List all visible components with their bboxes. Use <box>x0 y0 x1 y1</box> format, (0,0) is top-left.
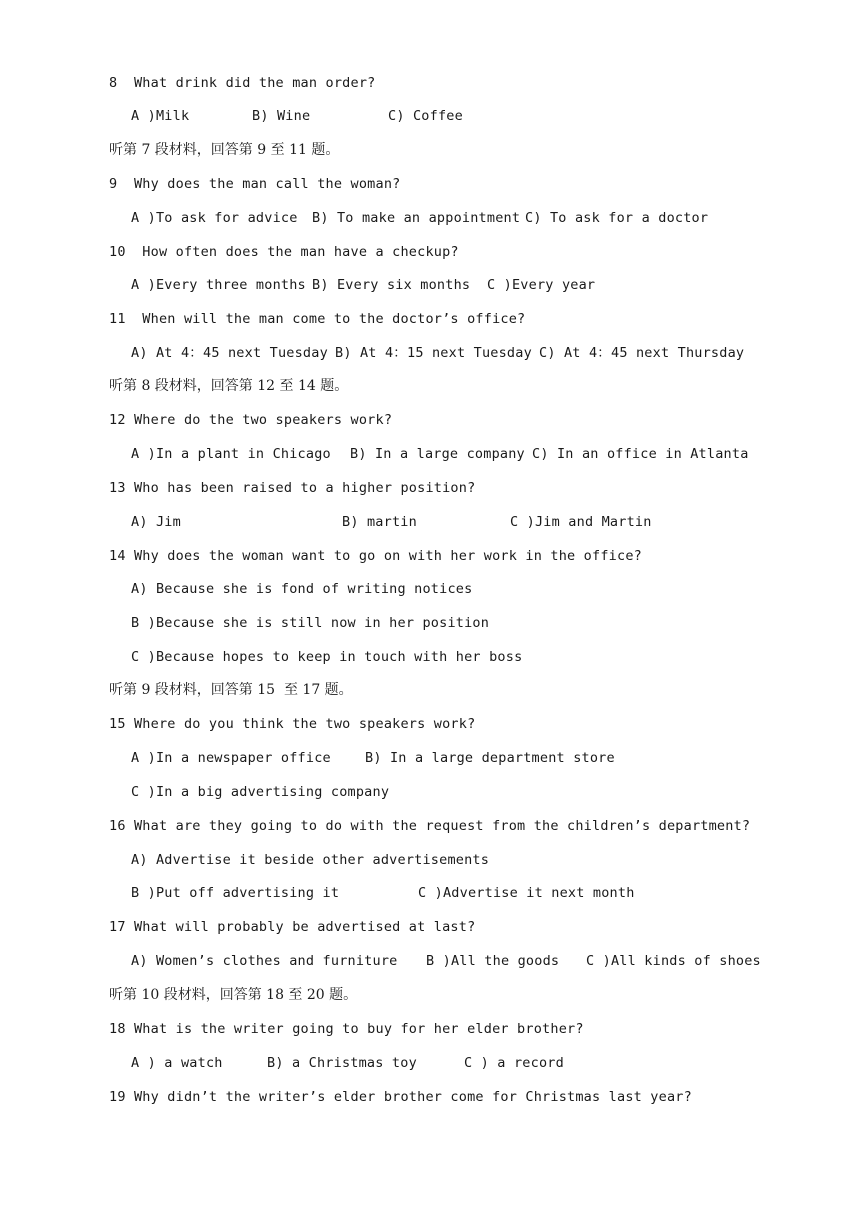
question-line: 16 What are they going to do with the request from the children’s department? <box>109 818 751 834</box>
answer-option: B) To make an appointment <box>312 210 521 226</box>
question-line: 17 What will probably be advertised at last? <box>109 919 476 935</box>
section-heading: 听第 10 段材料，回答第 18 至 20 题。 <box>109 987 358 1003</box>
question-line: 12 Where do the two speakers work? <box>109 412 393 428</box>
question-line: 18 What is the writer going to buy for her elder brother? <box>109 1021 584 1037</box>
section-heading: 听第 7 段材料，回答第 9 至 11 题。 <box>109 142 340 158</box>
answer-option: A )In a newspaper office <box>131 750 331 766</box>
answer-option: A ) a watch <box>131 1055 223 1071</box>
answer-option: B) At 4：15 next Tuesday <box>335 345 532 361</box>
question-line: 9 Why does the man call the woman? <box>109 176 401 192</box>
answer-option: B) Wine <box>252 108 311 124</box>
section-heading: 听第 8 段材料，回答第 12 至 14 题。 <box>109 378 349 394</box>
answer-option: A) Jim <box>131 514 181 530</box>
answer-option: C) At 4：45 next Thursday <box>539 345 745 361</box>
answer-option: A) At 4：45 next Tuesday <box>131 345 328 361</box>
question-line: 15 Where do you think the two speakers work? <box>109 716 476 732</box>
answer-option: B) In a large company <box>350 446 525 462</box>
answer-option: B )Put off advertising it <box>131 885 340 901</box>
question-line: 19 Why didn’t the writer’s elder brother come for Christmas last year? <box>109 1089 692 1105</box>
answer-option: C) Coffee <box>388 108 463 124</box>
answer-option: B) a Christmas toy <box>267 1055 417 1071</box>
answer-option: A) Advertise it beside other advertisements <box>131 852 490 868</box>
section-heading: 听第 9 段材料，回答第 15 至 17 题。 <box>109 682 353 698</box>
question-line: 10 How often does the man have a checkup? <box>109 244 459 260</box>
question-line: 13 Who has been raised to a higher position? <box>109 480 476 496</box>
question-line: 11 When will the man come to the doctor’s office? <box>109 311 526 327</box>
answer-option: B )All the goods <box>426 953 560 969</box>
answer-option: A) Women’s clothes and furniture <box>131 953 398 969</box>
answer-option: C )Because hopes to keep in touch with her boss <box>131 649 523 665</box>
answer-option: C) To ask for a doctor <box>525 210 709 226</box>
answer-option: A )To ask for advice <box>131 210 298 226</box>
answer-option: C )All kinds of shoes <box>586 953 761 969</box>
answer-option: A )In a plant in Chicago <box>131 446 331 462</box>
answer-option: B) martin <box>342 514 417 530</box>
answer-option: C )Jim and Martin <box>510 514 652 530</box>
answer-option: A )Every three months <box>131 277 306 293</box>
answer-option: C )In a big advertising company <box>131 784 390 800</box>
answer-option: C )Every year <box>487 277 596 293</box>
answer-option: A )Milk <box>131 108 190 124</box>
question-line: 14 Why does the woman want to go on with her work in the office? <box>109 548 642 564</box>
answer-option: C )Advertise it next month <box>418 885 635 901</box>
answer-option: B )Because she is still now in her position <box>131 615 490 631</box>
question-line: 8 What drink did the man order? <box>109 75 376 91</box>
answer-option: C) In an office in Atlanta <box>532 446 749 462</box>
answer-option: B) In a large department store <box>365 750 615 766</box>
answer-option: C ) a record <box>464 1055 564 1071</box>
answer-option: A) Because she is fond of writing notices <box>131 581 473 597</box>
answer-option: B) Every six months <box>312 277 471 293</box>
